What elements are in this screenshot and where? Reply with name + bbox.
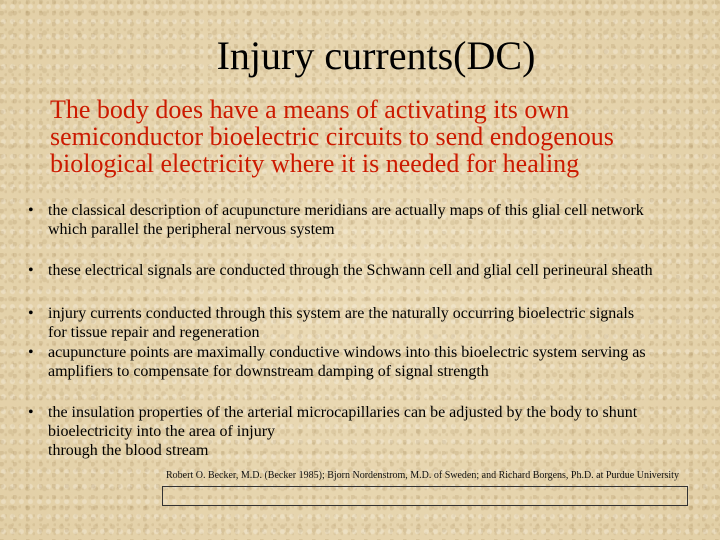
intro-statement <box>50 96 720 177</box>
bullet-line: amplifiers to compensate for downstream damping of signal strength <box>48 363 489 380</box>
bullet-line: acupuncture points are maximally conductive windows into this bioelectric system serving as <box>48 344 646 361</box>
bullet-dot: • <box>28 262 34 279</box>
bullet-line: through the blood stream <box>48 442 209 459</box>
bullet-dot: • <box>28 305 34 322</box>
bullet-text <box>48 201 720 239</box>
bullet-line: the classical description of acupuncture meridians are actually maps of this glial cell network <box>48 202 644 219</box>
empty-text-box <box>162 486 688 506</box>
bullet-dot: • <box>28 404 34 421</box>
slide-title: Injury currents(DC) <box>216 33 536 78</box>
intro-line: biological electricity where it is needed for healing <box>50 149 580 178</box>
bullet-dot: • <box>28 202 34 219</box>
bullet-text <box>48 343 720 381</box>
bullet-text <box>48 304 720 342</box>
bullet-line: these electrical signals are conducted through the Schwann cell and glial cell perineural sheath <box>48 262 653 279</box>
bullet-line: which parallel the peripheral nervous system <box>48 221 335 238</box>
intro-line: semiconductor bioelectric circuits to send endogenous <box>50 122 614 151</box>
bullet-line: bioelectricity into the area of injury <box>48 423 276 440</box>
bullet-text <box>48 261 720 280</box>
bullet-line: the insulation properties of the arterial microcapillaries can be adjusted by the body to shunt <box>48 404 638 421</box>
bullet-line: injury currents conducted through this system are the naturally occurring bioelectric signals <box>48 305 635 322</box>
intro-line: The body does have a means of activating its own <box>50 95 570 124</box>
bullet-dot: • <box>28 344 34 361</box>
bullet-text <box>48 403 720 460</box>
bullet-line: for tissue repair and regeneration <box>48 324 260 341</box>
citation-credit: Robert O. Becker, M.D. (Becker 1985); Bjorn Nordenstrom, M.D. of Sweden; and Richard Borgens, Ph.D. at Purdue University <box>166 470 679 481</box>
